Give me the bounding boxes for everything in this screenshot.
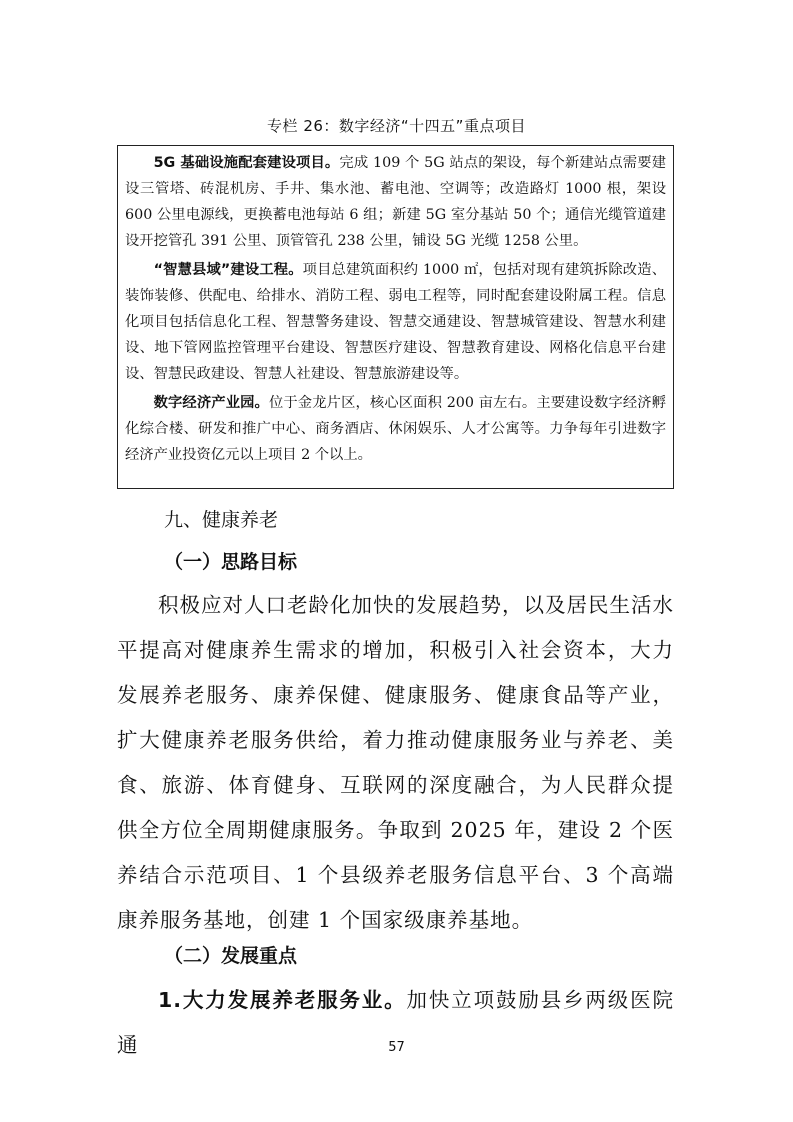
project-item-text: 完成 109 个 5G 站点的架设，每个新建站点需要建设三管塔、砖混机房、手井、集水池、蓄电池、空调等；改造路灯 1000 根，架设 600 公里电源线，更换蓄电池每站 6 组；新建 5G 室分基站 50 个；通信光缆管道建设开挖管孔 391 公里、顶管管孔 238 公里，铺设 5G 光缆 1258 公里。	[125, 155, 666, 249]
focus-item-lead: 1.大力发展养老服务业。	[158, 988, 407, 1012]
goals-text: 积极应对人口老龄化加快的发展趋势，以及居民生活水平提高对健康养生需求的增加，积极引入社会资本，大力发展养老服务、康养保健、健康服务、健康食品等产业，扩大健康养老服务供给，着力推动健康服务业与养老、美食、旅游、体育健身、互联网的深度融合，为人民群众提供全方位全周期健康服务。争取到 2025 年，建设 2 个医养结合示范项目、1 个县级养老服务信息平台、3 个高端康养服务基地，创建 1 个国家级康养基地。	[117, 593, 674, 932]
page-number: 57	[388, 1040, 405, 1055]
section-heading: 九、健康养老	[164, 509, 279, 531]
project-item-lead: 数字经济产业园。	[153, 395, 269, 411]
project-item	[125, 257, 666, 387]
subsection-heading-focus: （二）发展重点	[164, 945, 298, 967]
project-box	[117, 145, 674, 489]
project-item	[125, 390, 666, 468]
goals-paragraph	[117, 583, 674, 943]
project-item-lead: 5G 基础设施配套建设项目。	[153, 155, 340, 171]
box-title: 专栏 26：数字经济“十四五”重点项目	[267, 117, 526, 135]
project-item-lead: “智慧县域”建设工程。	[153, 262, 303, 278]
project-item-text: 项目总建筑面积约 1000 ㎡，包括对现有建筑拆除改造、装饰装修、供配电、给排水、消防工程、弱电工程等，同时配套建设附属工程。信息化项目包括信息化工程、智慧警务建设、智慧交通建设、智慧城管建设、智慧水利建设、地下管网监控管理平台建设、智慧医疗建设、智慧教育建设、网格化信息平台建设、智慧民政建设、智慧人社建设、智慧旅游建设等。	[125, 262, 666, 382]
project-item-text: 位于金龙片区，核心区面积 200 亩左右。主要建设数字经济孵化综合楼、研发和推广中心、商务酒店、休闲娱乐、人才公寓等。力争每年引进数字经济产业投资亿元以上项目 2 个以上。	[125, 395, 667, 463]
focus-item-text: 加快立项鼓励县乡两级医院通	[117, 988, 674, 1057]
project-item	[125, 150, 666, 254]
subsection-heading-goals: （一）思路目标	[164, 551, 298, 573]
